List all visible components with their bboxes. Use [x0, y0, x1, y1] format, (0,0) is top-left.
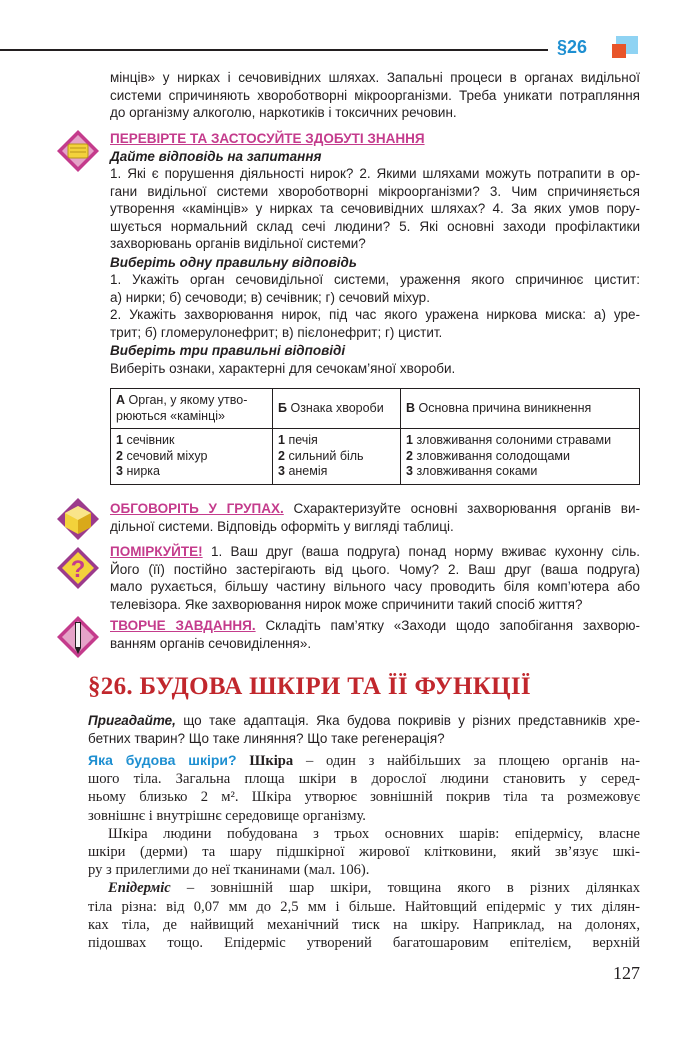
skin-term: Шкіра [249, 753, 294, 769]
recall-paragraph [88, 712, 640, 747]
header-rule [0, 49, 548, 51]
think-line: телевізора. Яке захворювання нирок може спричинити такий спосіб життя? [110, 596, 583, 612]
table-cell: 1 зловживання солоними стравами 2 зловживання солодощами 3 зловживання соками [401, 429, 640, 485]
single-answer-line: а) нирки; б) сечоводи; в) сечівник; г) сечовий міхур. [110, 289, 430, 305]
skin-line: шого тіла. Загальна площа шкіри в дорослої людини становить у серед- [88, 771, 640, 788]
check-section [110, 130, 640, 377]
think-title: ПОМІРКУЙТЕ! [110, 544, 203, 559]
think-line: 1. Ваш друг (ваша подруга) понад норму вживає кухонну сіль. [210, 544, 640, 559]
discuss-groups-icon [55, 496, 101, 542]
table-header-cell: В Основна причина виникнення [401, 389, 640, 429]
creative-section [110, 617, 640, 652]
intro-line: до організму алкоголю, наркотиків і токсичних речовин. [110, 105, 457, 120]
recall-lead: Пригадайте, [88, 713, 176, 728]
question-line: гани видільної системи хвороботворні мікроорганізми? 3. Чим спричиняється [110, 183, 640, 199]
question-line: шується нормальний склад сечі людини? 5. Які основні заходи профілактики [110, 218, 640, 234]
epidermis-term: Епідерміс [108, 880, 171, 897]
kidney-stone-table [110, 388, 640, 485]
skin-line: ньому близько 2 м². Шкіра утворює зовнішній покрив тіла та розмежовує [88, 789, 640, 806]
skin-question: Яка будова шкіри? [88, 752, 237, 768]
table-header-cell: А Орган, у якому утво- рюються «камінці» [111, 389, 273, 429]
skin-line: ру з прилеглими до неї тканинами (мал. 106). [88, 862, 370, 879]
skin-line: – один з найбільших за площею органів на- [305, 753, 640, 769]
table-header-row [111, 389, 640, 429]
creative-line: Складіть пам’ятку «Заходи щодо запобігання захворю- [265, 618, 640, 633]
question-line: захворювань органів видільної системи? [110, 236, 366, 251]
intro-line: мінців» у нирках і сечовивідних шляхах. Запальні процеси в органах видільної [110, 70, 640, 85]
skin-line: Шкіра людини побудована з трьох основних шарів: епідермісу, власне [108, 825, 640, 842]
think-section [110, 543, 640, 613]
table-cell: 1 сечівник 2 сечовий міхур 3 нирка [111, 429, 273, 485]
discuss-line: Схарактеризуйте основні захворювання органів ви- [293, 501, 640, 516]
intro-line: системи спричиняють хвороботворні мікроорганізми. Треба уникати потрапляння [110, 87, 640, 103]
single-answer-line: 2. Укажіть захворювання нирок, під час якого уражена ниркова миска: а) уре- [110, 307, 640, 322]
discuss-line: дільної системи. Відповідь оформіть у вигляді таблиці. [110, 518, 454, 534]
intro-paragraph [110, 69, 640, 122]
think-line: Його (її) постійно застерігають від цього. Чому? 2. Ваш друг (ваша подруга) [110, 561, 640, 577]
table-header-cell: Б Ознака хвороби [273, 389, 401, 429]
single-answer-heading: Виберіть одну правильну відповідь [110, 254, 357, 270]
header-decor-squares [612, 36, 638, 60]
question-mark-icon [55, 545, 101, 591]
questions-heading: Дайте відповідь на запитання [110, 148, 322, 164]
question-line: утворення «камінців» у нирках та сечовивідних шляхах? 4. За яких умов пору- [110, 201, 640, 216]
skin-line: зовнішнє і внутрішнє середовище організму. [88, 807, 366, 824]
check-knowledge-icon [55, 128, 101, 174]
skin-line: ках тіла, де найвищий механічний тиск на шкіру. Наприклад, на долонях, [88, 916, 640, 933]
three-answers-line: Виберіть ознаки, характерні для сечокам’яної хвороби. [110, 360, 456, 376]
creative-line: ванням органів сечовиділення». [110, 635, 312, 651]
discuss-title: ОБГОВОРІТЬ У ГРУПАХ. [110, 501, 284, 516]
skin-line: підошвах тощо. Епідерміс утворений багатошаровим епітелієм, верхній [88, 935, 640, 952]
creative-title: ТВОРЧЕ ЗАВДАННЯ. [110, 618, 256, 633]
recall-line: бетних тварин? Що таке линяння? Що таке регенерація? [88, 730, 445, 746]
skin-line: тіла різна: від 0,07 мм до 2,5 мм і більше. Найтовщий епідерміс у тих ділян- [88, 898, 640, 915]
single-answer-line: трит; б) гломерулонефрит; в) пієлонефрит; г) цистит. [110, 324, 443, 340]
check-section-title: ПЕРЕВІРТЕ ТА ЗАСТОСУЙТЕ ЗДОБУТІ ЗНАННЯ [110, 131, 425, 146]
question-line: 1. Які є порушення діяльності нирок? 2. Якими шляхами можуть потрапити в ор- [110, 166, 640, 181]
skin-line: – зовнішній шар шкіри, товщина якого в різних ділянках [186, 880, 640, 897]
table-row [111, 429, 640, 485]
recall-line: що таке адаптація. Яка будова покривів у різних представників хре- [183, 713, 640, 728]
skin-text [88, 751, 640, 952]
table-cell: 1 печія 2 сильний біль 3 анемія [273, 429, 401, 485]
svg-text:?: ? [70, 556, 86, 583]
chapter-title: §26. БУДОВА ШКІРИ ТА ЇЇ ФУНКЦІЇ [88, 673, 531, 700]
pencil-creative-icon [55, 614, 101, 660]
page-number: 127 [613, 963, 640, 983]
think-line: мало рухається, більшу частину вільного часу проводить біля комп’ютера або [110, 579, 640, 594]
discuss-section [110, 500, 640, 535]
single-answer-line: 1. Укажіть орган сечовидільної системи, ураження якого спричинює цистит: [110, 272, 640, 287]
three-answers-heading: Виберіть три правильні відповіді [110, 343, 346, 358]
skin-line: шкіри (дерми) та шару підшкірної жирової клітковини, який зв’язує шкі- [88, 844, 640, 861]
header-section-label: §26 [557, 37, 588, 57]
